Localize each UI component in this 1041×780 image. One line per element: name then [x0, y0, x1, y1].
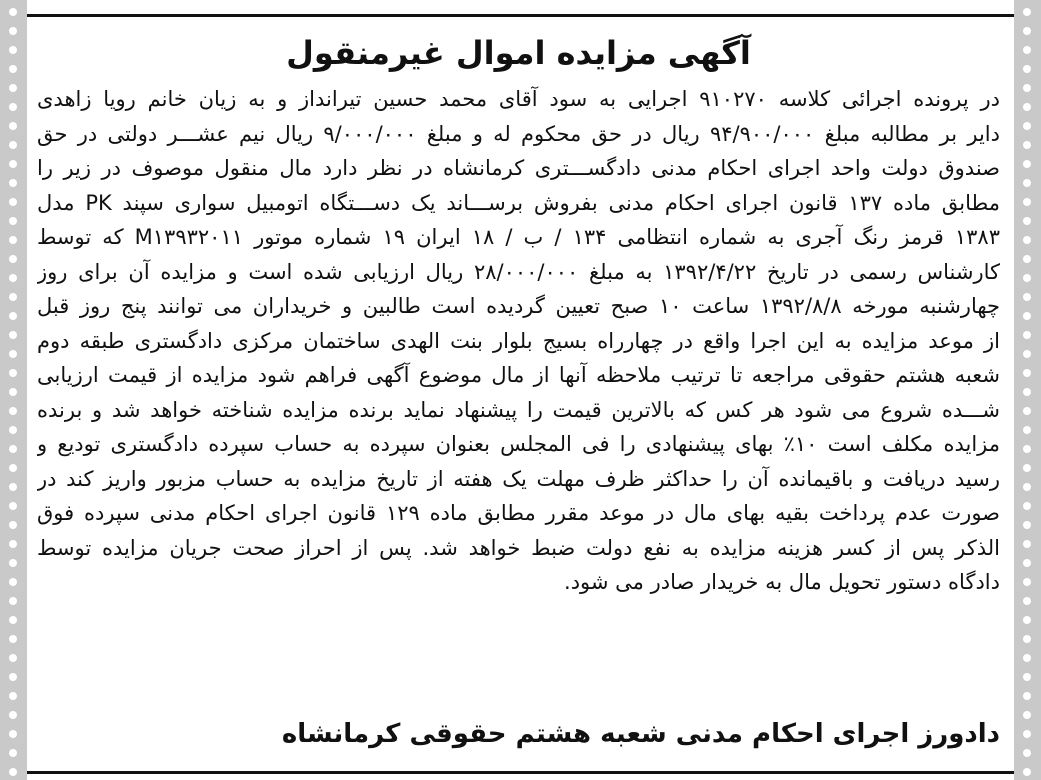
perforation-dot [1023, 312, 1031, 320]
perforation-dot [9, 369, 17, 377]
perforation-dot [1023, 407, 1031, 415]
perforation-dot [9, 160, 17, 168]
perforation-dot [1023, 236, 1031, 244]
perforation-dot [9, 445, 17, 453]
perforation-dot [1023, 673, 1031, 681]
perforation-dot [1023, 483, 1031, 491]
body-line: مزایده مکلف است ۱۰٪ بهای پیشنهادی را فی المجلس بعنوان سپرده به حساب سپرده دادگستری تودیع و [37, 432, 1000, 456]
notice-title: آگهی مزایده اموال غیرمنقول [286, 34, 751, 72]
perforation-dot [9, 331, 17, 339]
perforation-dot [1023, 84, 1031, 92]
perforation-dot [1023, 198, 1031, 206]
perforation-dot [1023, 293, 1031, 301]
perforation-dot [9, 65, 17, 73]
perforation-dot [9, 46, 17, 54]
perforation-dot [1023, 559, 1031, 567]
perforation-dot [1023, 654, 1031, 662]
perforation-dot [9, 540, 17, 548]
perforation-dot [1023, 350, 1031, 358]
perforation-dot [1023, 597, 1031, 605]
perforation-dot [9, 312, 17, 320]
perforation-dot [1023, 369, 1031, 377]
body-line: کارشناس رسمی در تاریخ ۱۳۹۲/۴/۲۲ به مبلغ ۲۸/۰۰۰/۰۰۰ ریال ارزیابی شده است و مزایده آن برای روز [37, 259, 1000, 284]
perforation-dot [1023, 730, 1031, 738]
perforation-dot [1023, 274, 1031, 282]
perforation-dot [9, 559, 17, 567]
perforation-dot [1023, 578, 1031, 586]
perforation-dot [9, 255, 17, 263]
perforation-dot [9, 141, 17, 149]
perforation-dot [9, 502, 17, 510]
body-line: در پرونده اجرائی کلاسه ۹۱۰۲۷۰ اجرایی به سود آقای محمد حسین تیرانداز و به زیان خانم رویا زاهدی [37, 87, 1000, 111]
bottom-rule [27, 771, 1014, 774]
body-line: الذکر پس از کسر هزینه مزایده به نفع دولت ضبط خواهد شد. پس از احراز صحت جریان مزایده توسط [37, 535, 1000, 560]
perforation-dot [1023, 331, 1031, 339]
perforation-dot [1023, 46, 1031, 54]
perforation-dot [9, 274, 17, 282]
perforation-dot [1023, 103, 1031, 111]
perforation-dot [9, 692, 17, 700]
perforation-dot [1023, 464, 1031, 472]
perforation-dot [9, 711, 17, 719]
perforation-dot [1023, 502, 1031, 510]
body-line: شـــده شروع می شود هر کس که بالاترین قیمت را پیشنهاد نماید برنده مزایده شناخته خواهد شد و برنده [37, 397, 1000, 422]
perforation-dot [9, 293, 17, 301]
perforation-dot [1023, 711, 1031, 719]
perforation-dot [9, 426, 17, 434]
perforation-dot [9, 388, 17, 396]
body-line: دادگاه دستور تحویل مال به خریدار صادر می شود. [564, 570, 1000, 594]
perforation-dot [9, 407, 17, 415]
perforation-dot [1023, 255, 1031, 263]
top-rule [27, 14, 1014, 17]
perforation-dot [9, 673, 17, 681]
perforation-dot [9, 578, 17, 586]
perforation-dot [9, 521, 17, 529]
body-line: صورت عدم پرداخت بقیه بهای مال در موعد مقرر مطابق ماده ۱۲۹ قانون اجرای احکام مدنی سپرده فوق [37, 501, 1000, 525]
perforation-dot [9, 27, 17, 35]
perforation-dot [9, 103, 17, 111]
notice-signature: دادورز اجرای احکام مدنی شعبه هشتم حقوقی کرمانشاه [281, 719, 1000, 749]
perforation-dot [9, 483, 17, 491]
body-line: چهارشنبه مورخه ۱۳۹۲/۸/۸ ساعت ۱۰ صبح تعیین گردیده است طالبین و خریداران می توانند پنج روز قبل [37, 294, 1000, 318]
perforation-dot [1023, 388, 1031, 396]
left-perforated-border [0, 0, 27, 780]
perforation-dot [9, 597, 17, 605]
perforation-dot [1023, 692, 1031, 700]
perforation-dot [1023, 27, 1031, 35]
perforation-dot [9, 464, 17, 472]
perforation-dot [1023, 179, 1031, 187]
perforation-dot [1023, 445, 1031, 453]
perforation-dot [1023, 8, 1031, 16]
perforation-dot [9, 179, 17, 187]
perforation-dot [1023, 65, 1031, 73]
body-line: رسید دریافت و باقیمانده آن را حداکثر ظرف مهلت یک هفته از تاریخ مزایده به حساب مزبور واریز کند در [37, 466, 1000, 491]
auction-notice [37, 30, 1000, 764]
perforation-dot [1023, 122, 1031, 130]
perforation-dot [9, 616, 17, 624]
body-line: شعبه هشتم حقوقی مراجعه تا ترتیب ملاحظه آنها از مال موضوع آگهی فراهم شود مزایده از قیمت ارزیابی [37, 363, 1000, 387]
perforation-dot [9, 122, 17, 130]
perforation-dot [9, 768, 17, 776]
notice-body [37, 82, 1000, 600]
notice-frame [27, 0, 1014, 780]
perforation-dot [1023, 749, 1031, 757]
perforation-dot [1023, 616, 1031, 624]
perforation-dot [1023, 521, 1031, 529]
perforation-dot [9, 236, 17, 244]
perforation-dot [1023, 768, 1031, 776]
body-line: دایر بر مطالبه مبلغ ۹۴/۹۰۰/۰۰۰ ریال در حق محکوم له و مبلغ ۹/۰۰۰/۰۰۰ ریال نیم عشـــر دولتی در حق [37, 121, 1000, 146]
perforation-dot [1023, 217, 1031, 225]
perforation-dot [9, 635, 17, 643]
body-line: ۱۳۸۳ قرمز رنگ آجری به شماره انتظامی ۱۳۴ / ب / ۱۸ ایران ۱۹ شماره موتور M۱۳۹۳۲۰۱۱ که توسط [37, 225, 1000, 249]
perforation-dot [1023, 141, 1031, 149]
perforation-dot [1023, 635, 1031, 643]
perforation-dot [9, 8, 17, 16]
body-line: مطابق ماده ۱۳۷ قانون اجرای احکام مدنی بفروش برســـاند یک دســـتگاه اتومبیل سواری سپند PK مدل [37, 190, 1000, 215]
body-line: صندوق دولت واحد اجرای احکام مدنی دادگســـتری کرمانشاه در نظر دارد مال منقول موصوف در زیر را [37, 156, 1000, 180]
perforation-dot [1023, 160, 1031, 168]
right-perforated-border [1014, 0, 1041, 780]
perforation-dot [9, 217, 17, 225]
body-line: از موعد مزایده به این اجرا واقع در چهارراه بسیج بلوار بنت الهدی ساختمان مرکزی دادگستری طبقه دوم [37, 328, 1000, 353]
perforation-dot [9, 350, 17, 358]
perforation-dot [1023, 540, 1031, 548]
perforation-dot [9, 654, 17, 662]
perforation-dot [9, 749, 17, 757]
perforation-dot [9, 730, 17, 738]
perforation-dot [9, 84, 17, 92]
perforation-dot [9, 198, 17, 206]
perforation-dot [1023, 426, 1031, 434]
